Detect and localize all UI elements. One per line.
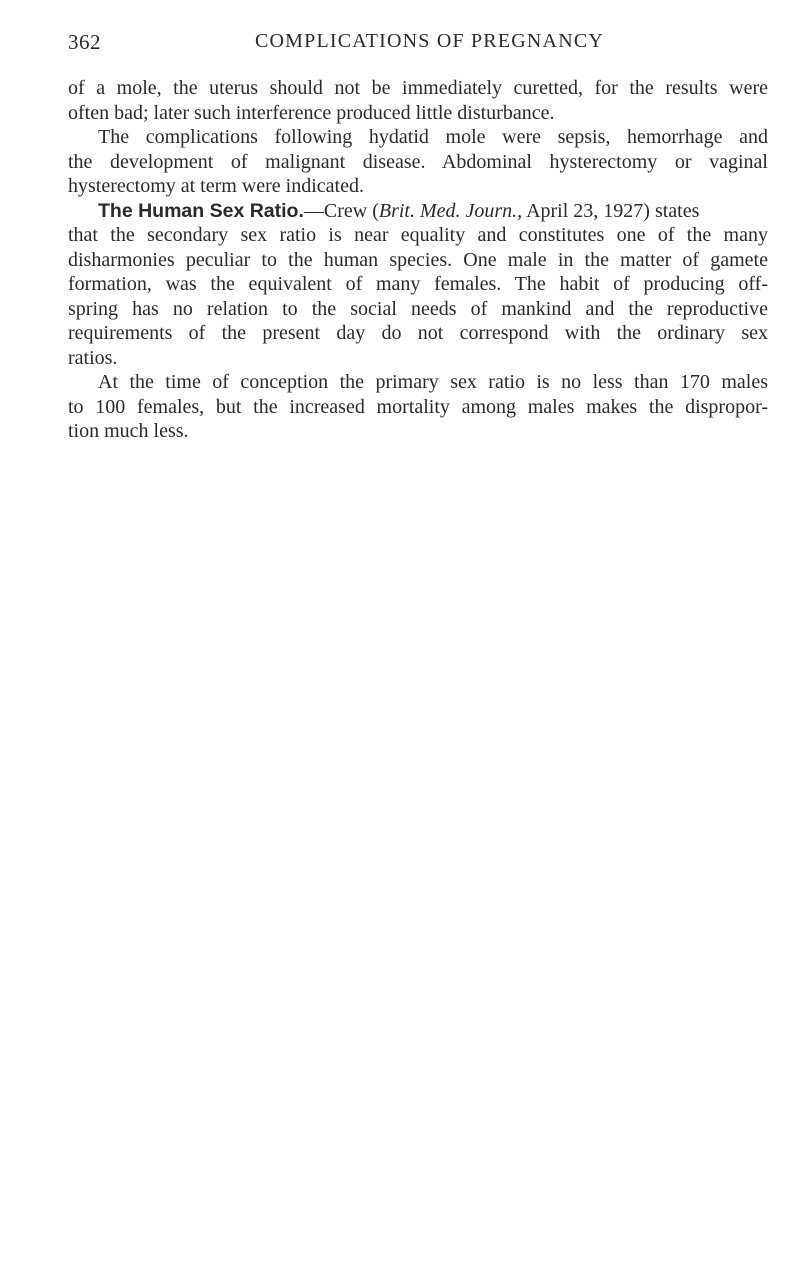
paragraph-1-line-2: often bad; later such interference produced little disturbance. xyxy=(68,101,555,124)
paragraph-3-line-1 xyxy=(68,199,768,224)
running-head xyxy=(68,30,768,60)
paragraph-3-line-5: spring has no relation to the social needs of mankind and the reproductive xyxy=(68,297,768,320)
paragraph-4-line-1: At the time of conception the primary sex ratio is no less than 170 males xyxy=(98,371,768,393)
paragraph-3-line-6: requirements of the present day do not correspond with the ordinary sex xyxy=(68,322,768,344)
paragraph-2-line-3: hysterectomy at term were indicated. xyxy=(68,175,364,197)
paragraph-3-line-4: formation, was the equivalent of many females. The habit of producing off- xyxy=(68,273,768,295)
journal-citation: Brit. Med. Journ., xyxy=(378,199,523,222)
paragraph-3-line-7: ratios. xyxy=(68,346,118,369)
paragraph-4-line-2: to 100 females, but the increased mortality among males makes the dispropor- xyxy=(68,395,768,418)
citation-trailing-text: April 23, 1927) states xyxy=(522,199,700,222)
paragraph-3-line-2: that the secondary sex ratio is near equality and constitutes one of the many xyxy=(68,224,768,246)
section-heading: The Human Sex Ratio. xyxy=(98,199,304,222)
paragraph-1-line-1: of a mole, the uterus should not be immediately curetted, for the results were xyxy=(68,77,768,99)
paragraph-2-line-1: The complications following hydatid mole were sepsis, hemorrhage and xyxy=(98,126,768,148)
body-text xyxy=(68,76,768,444)
paragraph-3-line-3: disharmonies peculiar to the human species. One male in the matter of gamete xyxy=(68,248,768,271)
page-number: 362 xyxy=(68,30,101,54)
paragraph-4-line-3: tion much less. xyxy=(68,420,189,442)
running-title: COMPLICATIONS OF PREGNANCY xyxy=(255,30,605,52)
paragraph-2-line-2: the development of malignant disease. Abdominal hysterectomy or vaginal xyxy=(68,150,768,173)
heading-lead-text: —Crew ( xyxy=(303,199,379,222)
